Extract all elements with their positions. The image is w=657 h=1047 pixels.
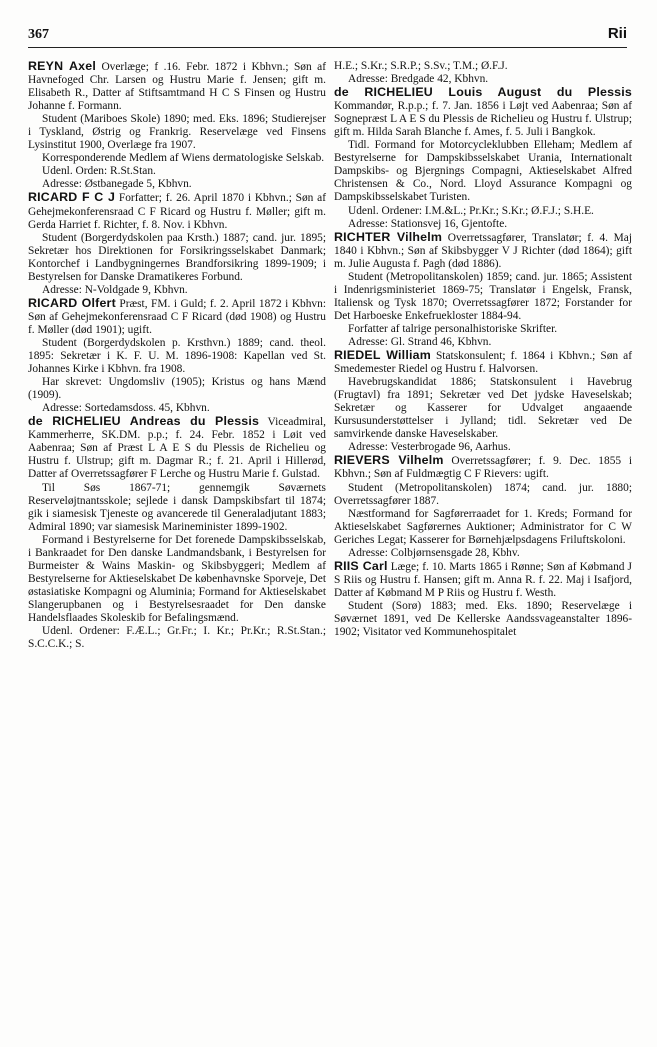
entry-text: Adresse: N-Voldgade 9, Kbhvn. <box>42 283 188 296</box>
entry-name: RIIS Carl <box>334 558 388 573</box>
entry-text: Udenl. Orden: R.St.Stan. <box>42 165 156 178</box>
entry-text: Adresse: Bredgade 42, Kbhvn. <box>348 73 489 86</box>
entry-text: Udenl. Ordener: F.Æ.L.; Gr.Fr.; I. Kr.; Pr.Kr.; R.St.Stan.; S.C.C.K.; S. <box>28 625 326 651</box>
entry-text: Student (Borgerdydskolen paa Krsth.) 1887; cand. jur. 1895; Sekretær hos Direktionen for Forsikringsselskabet Danmark; Kontorchef i Landbygningernes Brandforsikring 1899-1909; i Bestyrelsen for Danske Dramatikeres Forbund. <box>28 231 326 283</box>
entry-text: Havebrugskandidat 1886; Statskonsulent i Havebrug (Frugtavl) fra 1891; Sekretær ved Det jydske Haveselskab; Sekretær og Kasserer for Udvalget angaaende Kursusunderstøttelser i Jylland; tidl. Sekretær ved De samvirkende danske Haveselskaber. <box>334 376 632 441</box>
entry-lead-paragraph <box>28 60 326 113</box>
entry-name: RICHTER Vilhelm <box>334 229 443 244</box>
entry-text: Student (Sorø) 1883; med. Eks. 1890; Reservelæge i Søværnet 1891, ved De Kellerske Aandssvageanstalter 1896-1902; Visitator ved Kommunehospitalet <box>334 599 632 639</box>
entry-text: Forfatter; f. 26. April 1870 i Kbhvn.; Søn af Gehejmekonferensraad C F Ricard og Hustru f. Møller; gift m. Gerda Harriet f. Richter, f. 8. Nov. i Kbhvn. <box>28 192 326 231</box>
entry-paragraph <box>334 323 632 336</box>
header-rule <box>28 47 627 48</box>
entry-paragraph <box>28 152 326 165</box>
entry-text: Adresse: Gl. Strand 46, Kbhvn. <box>348 335 492 348</box>
entry-paragraph <box>334 508 632 547</box>
entry-paragraph <box>28 337 326 376</box>
entry-name: RICARD Olfert <box>28 295 116 310</box>
entry-lead-paragraph <box>28 415 326 481</box>
entry-text: Adresse: Vesterbrogade 96, Aarhus. <box>348 441 511 454</box>
biography-entry <box>334 560 632 639</box>
left-column <box>28 60 326 651</box>
entry-paragraph <box>334 139 632 204</box>
entry-text: Adresse: Østbanegade 5, Kbhvn. <box>42 178 192 191</box>
entry-name: REYN Axel <box>28 59 96 73</box>
entry-paragraph <box>28 232 326 284</box>
entry-text: Korresponderende Medlem af Wiens dermatologiske Selskab. <box>42 152 325 165</box>
biography-entry <box>334 86 632 231</box>
entry-text: Student (Mariboes Skole) 1890; med. Eks. 1896; Studierejser i Tyskland, Østrig og Frankrig. Reservelæge ved Finsens Lysinstitut 1900, Overlæge fra 1907. <box>28 113 326 152</box>
entry-name: RIEVERS Vilhelm <box>334 453 444 468</box>
entry-text: Overlæge; f .16. Febr. 1872 i Kbhvn.; Søn af Havnefoged Chr. Larsen og Hustru Marie f. Jensen; gift m. Elisabeth R., Datter af Stiftsamtmand H C S Finsen og Hustru Johanne f. Formann. <box>28 61 326 113</box>
entry-text: Præst, FM. i Guld; f. 2. April 1872 i Kbhvn: Søn af Gehejmekonferensraad C F Ricard (død 1908) og Hustru f. Møller (død 1901); ugift. <box>28 297 326 336</box>
entry-name: de RICHELIEU Andreas du Plessis <box>28 414 260 429</box>
entry-lead-paragraph <box>28 297 326 337</box>
entry-text: Overretssagfører, Translatør; f. 4. Maj 1840 i Kbhvn.; Søn af Skibsbygger V J Richter (død 1864); gift m. Julie Augusta f. Pagh (død 1886). <box>334 231 632 270</box>
entry-text: Student (Metropolitanskolen) 1874; cand. jur. 1880; Overretssagfører 1887. <box>334 481 632 507</box>
entry-text: Viceadmiral, Kammerherre, SK.DM. p.p.; f. 24. Febr. 1852 i Løit ved Aabenraa; Søn af Præst L A E S du Plessis de Richelieu og Hustru f. Ulstrup; gift m. Dagmar R.; f. 21. April i Hillerød, Datter af Overretssagfører F Lerche og Hustru Marie f. Gulstad. <box>28 416 326 481</box>
entry-paragraph <box>334 376 632 441</box>
entry-paragraph <box>334 600 632 639</box>
entry-paragraph <box>28 113 326 152</box>
biography-entry <box>28 297 326 415</box>
entry-lead-paragraph <box>28 191 326 231</box>
entry-text: Statskonsulent; f. 1864 i Kbhvn.; Søn af Smedemester Riedel og Hustru f. Halvorsen. <box>334 350 632 376</box>
entry-text: Næstformand for Sagførerraadet for 1. Kreds; Formand for Aktieselskabet Sagførernes Auktioner; Administrator for C W Geriches Legat; Kasserer for Børnehjælpsdagens Friluftskoloni. <box>334 507 632 546</box>
entry-paragraph <box>334 205 632 218</box>
entry-lead-paragraph <box>334 349 632 376</box>
entry-text: Formand i Bestyrelserne for Det forenede Dampskibsselskab, i Bankraadet for Den danske Landmandsbank, i Bestyrelsen for Burmeister & Wains Maskin- og Skibsbyggeri; Medlem af Bestyrelserne for Aktieselskabet De københavnske Sporveje, Det østasiatiske Kompagni og Aluminia; Formand for Aktieselskabet Slangerupbanen og i Bestyrelsesraadet for Den danske Handelsflaades Skoleskib for Befalingsmænd. <box>28 533 326 624</box>
entry-paragraph <box>28 625 326 651</box>
biography-entry <box>334 231 632 349</box>
entry-lead-paragraph <box>334 560 632 600</box>
entry-paragraph <box>334 482 632 508</box>
entry-text: Adresse: Colbjørnsensgade 28, Kbhv. <box>348 546 520 559</box>
entry-text: Læge; f. 10. Marts 1865 i Rønne; Søn af Købmand J S Riis og Hustru f. Hansen; gift m. Anna R. f. 22. Maj i Isafjord, Datter af Købmand M P Riis og Hustru f. Westh. <box>334 560 632 599</box>
entry-lead-paragraph <box>334 231 632 271</box>
right-column <box>334 60 632 639</box>
entry-text: Tidl. Formand for Motorcycleklubben Elleham; Medlem af Bestyrelserne for Dampskibsselskabet Urania, Internationalt Dampskibs- og Bjergnings Compagni, Aktieselskabet Alfred Christensen & Co., Nord. Lloyd Assurance Kompagni og Dampskibsselskabet Turisten. <box>334 139 632 204</box>
entry-text: Udenl. Ordener: I.M.&L.; Pr.Kr.; S.Kr.; Ø.F.J.; S.H.E. <box>348 204 594 217</box>
entry-paragraph <box>28 165 326 178</box>
entry-lead-paragraph <box>334 86 632 139</box>
biography-entry <box>334 349 632 454</box>
biography-entry <box>28 415 326 651</box>
entry-text: Kommandør, R.p.p.; f. 7. Jan. 1856 i Løjt ved Aabenraa; Søn af Sognepræst L A E S du Plessis de Richelieu og Hustru f. Ulstrup; gift m. Hilda Sarah Blanche f. Ames, f. 5. Juli i Bangkok. <box>334 100 632 139</box>
entry-lead-paragraph <box>334 454 632 481</box>
entry-text: Overretssagfører; f. 9. Dec. 1855 i Kbhvn.; Søn af Fuldmægtig C F Rievers: ugift. <box>334 455 632 481</box>
entry-name: RICARD F C J <box>28 190 116 205</box>
entry-text: Adresse: Sortedamsdoss. 45, Kbhvn. <box>42 402 210 415</box>
biography-entry <box>334 60 632 86</box>
entry-text: Student (Metropolitanskolen) 1859; cand. jur. 1865; Assistent i Indenrigsministeriet 1869-75; Translatør i Engelsk, Fransk, Italiensk og Tysk 1870; Overretssagfører 1872; Forstander for Det Harboeske Enkefruekloster 1884-94. <box>334 270 632 322</box>
entry-paragraph <box>28 482 326 534</box>
entry-text: Til Søs 1867-71; gennemgik Søværnets Reserveløjtnantsskole; sejlede i dansk Dampskibsfart til 1874; gik i siamesisk Tjeneste og avancerede til Generaladjutant 1883; Admiral 1890; var siamesisk Marineminister 1899-1902. <box>28 481 326 533</box>
biography-entry <box>28 60 326 191</box>
biography-entry <box>28 191 326 296</box>
entry-name: RIEDEL William <box>334 348 431 363</box>
entry-text: Har skrevet: Ungdomsliv (1905); Kristus og hans Mænd (1909). <box>28 376 326 402</box>
biography-entry <box>334 454 632 559</box>
entry-text: Forfatter af talrige personalhistoriske Skrifter. <box>348 322 558 335</box>
entry-paragraph <box>334 271 632 323</box>
entry-lead-paragraph <box>334 60 632 73</box>
entry-text: Student (Borgerdydskolen p. Krsthvn.) 1889; cand. theol. 1895: Sekretær i K. F. U. M. 1896-1908: Kapellan ved St. Johannes Kirke i Kbhvn. fra 1908. <box>28 336 326 376</box>
entry-text: H.E.; S.Kr.; S.R.P.; S.Sv.; T.M.; Ø.F.J. <box>334 60 508 72</box>
entry-name: de RICHELIEU Louis August du Plessis <box>334 85 632 100</box>
running-head: Rii <box>607 25 627 42</box>
entry-paragraph <box>28 376 326 402</box>
entry-text: Adresse: Stationsvej 16, Gjentofte. <box>348 217 508 230</box>
entry-paragraph <box>28 534 326 625</box>
page-number: 367 <box>28 27 49 42</box>
